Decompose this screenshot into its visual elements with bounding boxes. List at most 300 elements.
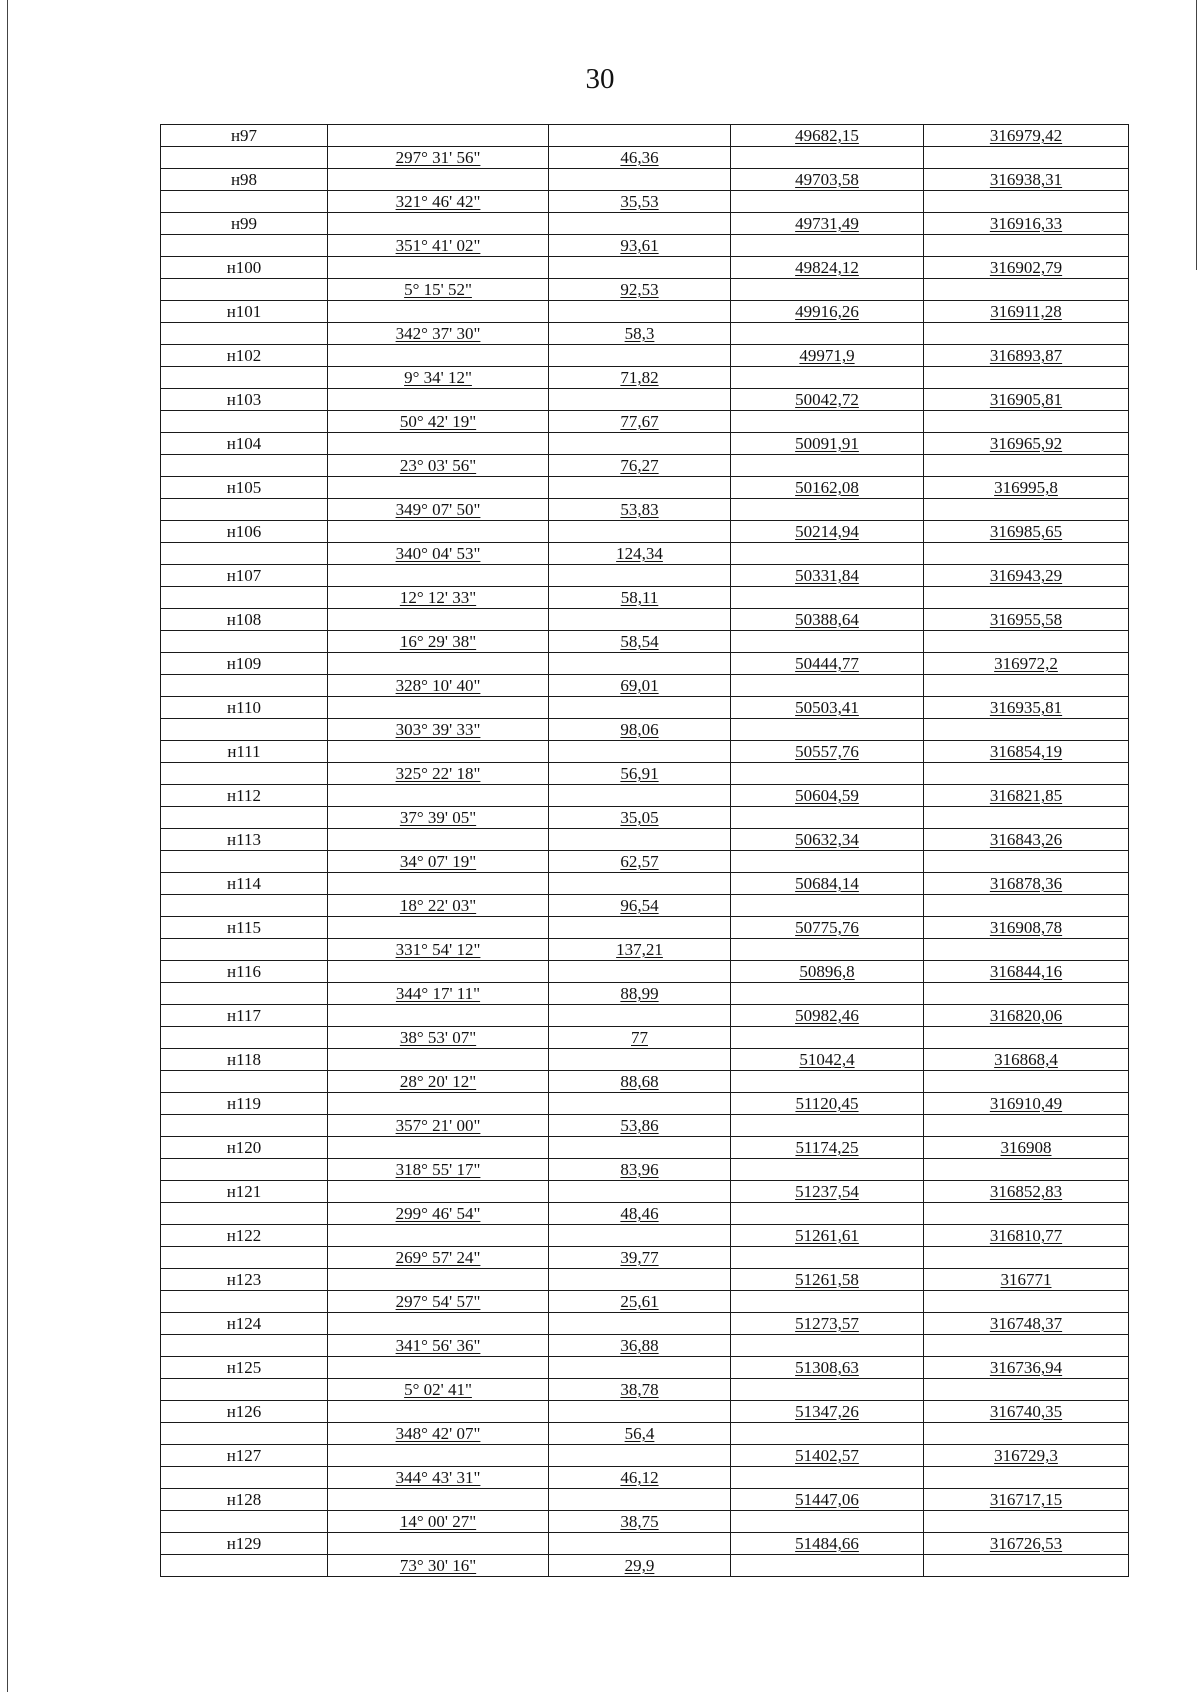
point-row (161, 1445, 1129, 1467)
empty-cell (161, 279, 328, 301)
empty-cell (549, 1357, 731, 1379)
empty-cell (549, 169, 731, 191)
empty-cell (924, 147, 1129, 169)
point-name: н128 (161, 1489, 328, 1511)
empty-cell (731, 1247, 924, 1269)
empty-cell (924, 1379, 1129, 1401)
empty-cell (924, 499, 1129, 521)
coord-y: 316736,94 (924, 1357, 1129, 1379)
empty-cell (924, 675, 1129, 697)
empty-cell (924, 1027, 1129, 1049)
empty-cell (328, 961, 549, 983)
empty-cell (161, 1027, 328, 1049)
coord-x: 49703,58 (731, 169, 924, 191)
coord-x: 51273,57 (731, 1313, 924, 1335)
direction-angle: 28° 20' 12" (328, 1071, 549, 1093)
coord-y: 316972,2 (924, 653, 1129, 675)
empty-cell (924, 455, 1129, 477)
point-name: н97 (161, 125, 328, 147)
empty-cell (161, 323, 328, 345)
point-row (161, 1489, 1129, 1511)
coord-x: 51237,54 (731, 1181, 924, 1203)
direction-angle: 325° 22' 18" (328, 763, 549, 785)
point-name: н115 (161, 917, 328, 939)
empty-cell (161, 719, 328, 741)
segment-length: 38,78 (549, 1379, 731, 1401)
segment-row (161, 1379, 1129, 1401)
empty-cell (924, 1159, 1129, 1181)
direction-angle: 303° 39' 33" (328, 719, 549, 741)
direction-angle: 341° 56' 36" (328, 1335, 549, 1357)
point-name: н102 (161, 345, 328, 367)
empty-cell (328, 653, 549, 675)
empty-cell (161, 587, 328, 609)
segment-length: 38,75 (549, 1511, 731, 1533)
coord-y: 316893,87 (924, 345, 1129, 367)
empty-cell (161, 1423, 328, 1445)
empty-cell (161, 1203, 328, 1225)
empty-cell (731, 631, 924, 653)
point-name: н121 (161, 1181, 328, 1203)
coord-y: 316905,81 (924, 389, 1129, 411)
empty-cell (328, 1269, 549, 1291)
segment-row (161, 1555, 1129, 1577)
empty-cell (328, 1181, 549, 1203)
direction-angle: 50° 42' 19" (328, 411, 549, 433)
segment-row (161, 191, 1129, 213)
empty-cell (924, 543, 1129, 565)
empty-cell (328, 741, 549, 763)
empty-cell (161, 1247, 328, 1269)
coord-y: 316810,77 (924, 1225, 1129, 1247)
empty-cell (549, 1181, 731, 1203)
point-name: н113 (161, 829, 328, 851)
empty-cell (328, 1049, 549, 1071)
point-row (161, 345, 1129, 367)
empty-cell (549, 433, 731, 455)
point-row (161, 1357, 1129, 1379)
segment-length: 88,68 (549, 1071, 731, 1093)
coord-y: 316820,06 (924, 1005, 1129, 1027)
empty-cell (161, 983, 328, 1005)
empty-cell (731, 367, 924, 389)
empty-cell (731, 939, 924, 961)
segment-row (161, 1511, 1129, 1533)
segment-row (161, 1467, 1129, 1489)
coord-y: 316908,78 (924, 917, 1129, 939)
coord-y: 316821,85 (924, 785, 1129, 807)
empty-cell (161, 367, 328, 389)
segment-length: 58,54 (549, 631, 731, 653)
scan-border-left (7, 0, 8, 1692)
coord-y: 316910,49 (924, 1093, 1129, 1115)
empty-cell (549, 653, 731, 675)
empty-cell (328, 829, 549, 851)
point-row (161, 169, 1129, 191)
empty-cell (161, 235, 328, 257)
point-row (161, 653, 1129, 675)
point-row (161, 1269, 1129, 1291)
point-row (161, 873, 1129, 895)
empty-cell (161, 1555, 328, 1577)
coord-y: 316902,79 (924, 257, 1129, 279)
empty-cell (328, 1445, 549, 1467)
segment-row (161, 1423, 1129, 1445)
direction-angle: 344° 17' 11" (328, 983, 549, 1005)
empty-cell (549, 345, 731, 367)
segment-length: 77 (549, 1027, 731, 1049)
empty-cell (161, 1291, 328, 1313)
empty-cell (328, 433, 549, 455)
segment-row (161, 939, 1129, 961)
empty-cell (549, 961, 731, 983)
point-name: н99 (161, 213, 328, 235)
empty-cell (924, 851, 1129, 873)
empty-cell (161, 543, 328, 565)
empty-cell (161, 499, 328, 521)
direction-angle: 297° 31' 56" (328, 147, 549, 169)
segment-length: 25,61 (549, 1291, 731, 1313)
empty-cell (328, 1313, 549, 1335)
empty-cell (924, 763, 1129, 785)
segment-row (161, 1159, 1129, 1181)
segment-length: 46,12 (549, 1467, 731, 1489)
point-row (161, 389, 1129, 411)
point-row (161, 741, 1129, 763)
point-row (161, 829, 1129, 851)
coord-x: 50388,64 (731, 609, 924, 631)
empty-cell (549, 1489, 731, 1511)
segment-length: 62,57 (549, 851, 731, 873)
segment-length: 76,27 (549, 455, 731, 477)
point-name: н107 (161, 565, 328, 587)
direction-angle: 9° 34' 12" (328, 367, 549, 389)
empty-cell (328, 257, 549, 279)
coord-y: 316740,35 (924, 1401, 1129, 1423)
empty-cell (161, 411, 328, 433)
empty-cell (328, 477, 549, 499)
empty-cell (161, 675, 328, 697)
segment-row (161, 675, 1129, 697)
point-row (161, 1137, 1129, 1159)
empty-cell (549, 521, 731, 543)
segment-length: 36,88 (549, 1335, 731, 1357)
direction-angle: 16° 29' 38" (328, 631, 549, 653)
point-row (161, 1049, 1129, 1071)
coord-y: 316726,53 (924, 1533, 1129, 1555)
coord-y: 316843,26 (924, 829, 1129, 851)
segment-length: 58,3 (549, 323, 731, 345)
empty-cell (731, 983, 924, 1005)
empty-cell (924, 1423, 1129, 1445)
empty-cell (161, 763, 328, 785)
coord-x: 51261,61 (731, 1225, 924, 1247)
empty-cell (731, 763, 924, 785)
coord-y: 316748,37 (924, 1313, 1129, 1335)
point-name: н109 (161, 653, 328, 675)
empty-cell (924, 411, 1129, 433)
direction-angle: 297° 54' 57" (328, 1291, 549, 1313)
segment-length: 53,83 (549, 499, 731, 521)
direction-angle: 357° 21' 00" (328, 1115, 549, 1137)
empty-cell (328, 169, 549, 191)
point-name: н126 (161, 1401, 328, 1423)
coord-y: 316985,65 (924, 521, 1129, 543)
coord-x: 49824,12 (731, 257, 924, 279)
point-row (161, 609, 1129, 631)
empty-cell (731, 1379, 924, 1401)
empty-cell (549, 609, 731, 631)
page-number: 30 (585, 63, 615, 95)
point-row (161, 1533, 1129, 1555)
empty-cell (731, 279, 924, 301)
point-row (161, 213, 1129, 235)
segment-length: 92,53 (549, 279, 731, 301)
coord-x: 50042,72 (731, 389, 924, 411)
empty-cell (328, 785, 549, 807)
point-row (161, 257, 1129, 279)
point-name: н127 (161, 1445, 328, 1467)
segment-row (161, 455, 1129, 477)
segment-length: 71,82 (549, 367, 731, 389)
empty-cell (924, 719, 1129, 741)
empty-cell (549, 829, 731, 851)
direction-angle: 14° 00' 27" (328, 1511, 549, 1533)
empty-cell (161, 1511, 328, 1533)
coord-x: 50214,94 (731, 521, 924, 543)
empty-cell (731, 1291, 924, 1313)
empty-cell (924, 235, 1129, 257)
coord-x: 50331,84 (731, 565, 924, 587)
empty-cell (328, 873, 549, 895)
point-name: н119 (161, 1093, 328, 1115)
empty-cell (731, 1511, 924, 1533)
empty-cell (924, 279, 1129, 301)
segment-row (161, 1247, 1129, 1269)
segment-row (161, 235, 1129, 257)
coord-x: 51402,57 (731, 1445, 924, 1467)
segment-row (161, 851, 1129, 873)
segment-row (161, 1027, 1129, 1049)
segment-row (161, 543, 1129, 565)
point-row (161, 1225, 1129, 1247)
empty-cell (549, 213, 731, 235)
empty-cell (924, 895, 1129, 917)
empty-cell (924, 323, 1129, 345)
empty-cell (731, 1027, 924, 1049)
direction-angle: 18° 22' 03" (328, 895, 549, 917)
empty-cell (924, 1467, 1129, 1489)
empty-cell (161, 1159, 328, 1181)
empty-cell (549, 741, 731, 763)
empty-cell (549, 917, 731, 939)
empty-cell (549, 301, 731, 323)
segment-length: 35,05 (549, 807, 731, 829)
scan-border-right (1196, 0, 1197, 270)
empty-cell (549, 873, 731, 895)
coord-y: 316965,92 (924, 433, 1129, 455)
point-name: н111 (161, 741, 328, 763)
point-name: н116 (161, 961, 328, 983)
coordinates-table-body (161, 125, 1129, 1577)
point-name: н114 (161, 873, 328, 895)
point-name: н105 (161, 477, 328, 499)
empty-cell (328, 917, 549, 939)
empty-cell (549, 389, 731, 411)
point-name: н125 (161, 1357, 328, 1379)
coord-y: 316995,8 (924, 477, 1129, 499)
coord-y: 316717,15 (924, 1489, 1129, 1511)
coord-x: 50444,77 (731, 653, 924, 675)
empty-cell (924, 939, 1129, 961)
coord-y: 316955,58 (924, 609, 1129, 631)
segment-length: 93,61 (549, 235, 731, 257)
empty-cell (161, 939, 328, 961)
empty-cell (549, 1401, 731, 1423)
point-row (161, 697, 1129, 719)
empty-cell (328, 1357, 549, 1379)
coord-y: 316868,4 (924, 1049, 1129, 1071)
empty-cell (924, 1247, 1129, 1269)
direction-angle: 37° 39' 05" (328, 807, 549, 829)
direction-angle: 38° 53' 07" (328, 1027, 549, 1049)
segment-row (161, 763, 1129, 785)
empty-cell (328, 213, 549, 235)
empty-cell (161, 851, 328, 873)
empty-cell (549, 1137, 731, 1159)
empty-cell (328, 1489, 549, 1511)
point-name: н120 (161, 1137, 328, 1159)
empty-cell (924, 631, 1129, 653)
empty-cell (731, 1467, 924, 1489)
empty-cell (161, 1071, 328, 1093)
segment-length: 56,91 (549, 763, 731, 785)
empty-cell (731, 499, 924, 521)
empty-cell (731, 851, 924, 873)
coord-y: 316852,83 (924, 1181, 1129, 1203)
coord-y: 316908 (924, 1137, 1129, 1159)
point-name: н122 (161, 1225, 328, 1247)
segment-length: 98,06 (549, 719, 731, 741)
empty-cell (549, 477, 731, 499)
segment-length: 77,67 (549, 411, 731, 433)
empty-cell (731, 323, 924, 345)
coord-y: 316979,42 (924, 125, 1129, 147)
direction-angle: 23° 03' 56" (328, 455, 549, 477)
segment-row (161, 411, 1129, 433)
direction-angle: 5° 15' 52" (328, 279, 549, 301)
empty-cell (924, 367, 1129, 389)
empty-cell (731, 1159, 924, 1181)
empty-cell (924, 1555, 1129, 1577)
point-row (161, 301, 1129, 323)
point-name: н112 (161, 785, 328, 807)
coord-y: 316938,31 (924, 169, 1129, 191)
direction-angle: 299° 46' 54" (328, 1203, 549, 1225)
point-row (161, 961, 1129, 983)
segment-row (161, 1291, 1129, 1313)
empty-cell (731, 1115, 924, 1137)
segment-row (161, 1203, 1129, 1225)
coord-x: 50775,76 (731, 917, 924, 939)
point-name: н118 (161, 1049, 328, 1071)
empty-cell (161, 631, 328, 653)
direction-angle: 328° 10' 40" (328, 675, 549, 697)
empty-cell (161, 455, 328, 477)
empty-cell (549, 785, 731, 807)
empty-cell (328, 565, 549, 587)
empty-cell (328, 609, 549, 631)
empty-cell (549, 1269, 731, 1291)
empty-cell (549, 125, 731, 147)
segment-row (161, 279, 1129, 301)
empty-cell (924, 807, 1129, 829)
coord-y: 316911,28 (924, 301, 1129, 323)
empty-cell (328, 301, 549, 323)
empty-cell (731, 411, 924, 433)
empty-cell (731, 587, 924, 609)
direction-angle: 34° 07' 19" (328, 851, 549, 873)
coord-y: 316878,36 (924, 873, 1129, 895)
empty-cell (924, 1511, 1129, 1533)
point-row (161, 477, 1129, 499)
segment-length: 29,9 (549, 1555, 731, 1577)
empty-cell (731, 1203, 924, 1225)
empty-cell (924, 1071, 1129, 1093)
empty-cell (731, 1335, 924, 1357)
empty-cell (731, 543, 924, 565)
coord-x: 50982,46 (731, 1005, 924, 1027)
point-name: н123 (161, 1269, 328, 1291)
segment-row (161, 719, 1129, 741)
coord-y: 316854,19 (924, 741, 1129, 763)
segment-length: 53,86 (549, 1115, 731, 1137)
empty-cell (161, 895, 328, 917)
coord-y: 316844,16 (924, 961, 1129, 983)
empty-cell (161, 1379, 328, 1401)
empty-cell (549, 257, 731, 279)
empty-cell (328, 697, 549, 719)
segment-row (161, 895, 1129, 917)
point-row (161, 433, 1129, 455)
segment-length: 58,11 (549, 587, 731, 609)
point-row (161, 1313, 1129, 1335)
point-name: н129 (161, 1533, 328, 1555)
point-name: н104 (161, 433, 328, 455)
coord-x: 49682,15 (731, 125, 924, 147)
empty-cell (328, 389, 549, 411)
direction-angle: 342° 37' 30" (328, 323, 549, 345)
coord-y: 316943,29 (924, 565, 1129, 587)
segment-length: 48,46 (549, 1203, 731, 1225)
empty-cell (731, 1423, 924, 1445)
empty-cell (731, 1071, 924, 1093)
direction-angle: 344° 43' 31" (328, 1467, 549, 1489)
empty-cell (731, 675, 924, 697)
point-row (161, 521, 1129, 543)
empty-cell (731, 807, 924, 829)
segment-length: 46,36 (549, 147, 731, 169)
coord-x: 51308,63 (731, 1357, 924, 1379)
segment-length: 83,96 (549, 1159, 731, 1181)
direction-angle: 340° 04' 53" (328, 543, 549, 565)
empty-cell (161, 1467, 328, 1489)
empty-cell (549, 565, 731, 587)
empty-cell (549, 1093, 731, 1115)
segment-length: 39,77 (549, 1247, 731, 1269)
point-row (161, 1401, 1129, 1423)
segment-row (161, 631, 1129, 653)
